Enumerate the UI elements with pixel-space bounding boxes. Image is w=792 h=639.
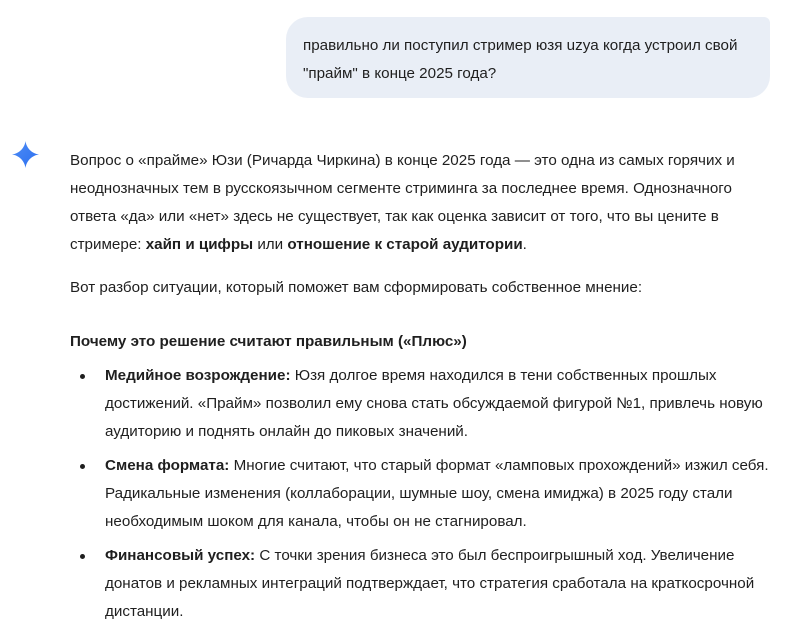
sparkle-icon [12, 141, 39, 168]
intro-text: Вопрос о «прайме» Юзи (Ричарда Чиркина) в конце 2025 года — это одна из самых горячих и неоднозначных тем в русскоязычном сегменте стриминга за последнее время. Однозначного ответа «да» или «нет» здесь не существует, так как оценка зависит от того, что вы цените в стримере: [70, 152, 735, 253]
list-item-title: Смена формата: [105, 457, 230, 474]
list-item [70, 362, 770, 446]
user-message-bubble [286, 17, 770, 98]
response-intro-paragraph [70, 147, 770, 259]
response-subintro: Вот разбор ситуации, который поможет вам сформировать собственное мнение: [70, 279, 643, 296]
intro-bold-audience: отношение к старой аудитории [287, 236, 523, 253]
intro-bold-hype: хайп и цифры [145, 236, 254, 253]
user-message-text: правильно ли поступил стример юзя uzya когда устроил свой "прайм" в конце 2025 года? [303, 37, 738, 82]
section-heading-pros: Почему это решение считают правильным («Плюс») [70, 333, 467, 350]
list-item-title: Медийное возрождение: [105, 367, 291, 384]
list-item-text: Многие считают, что старый формат «ламповых прохождений» изжил себя. Радикальные изменения (коллаборации, шумные шоу, смена имиджа) в 2025 году стали необходимым шоком для канала, чтобы он не стагнировал. [105, 457, 769, 530]
list-item-text: Юзя долгое время находился в тени собственных прошлых достижений. «Прайм» позволил ему снова стать обсуждаемой фигурой №1, привлечь новую аудиторию и поднять онлайн до пиковых значений. [105, 367, 763, 440]
intro-text-end: . [522, 236, 527, 253]
assistant-response [70, 147, 770, 632]
list-item-text: С точки зрения бизнеса это был беспроигрышный ход. Увеличение донатов и рекламных интеграций подтверждает, что стратегия сработала на краткосрочной дистанции. [105, 547, 755, 620]
list-item-title: Финансовый успех: [105, 547, 256, 564]
intro-text-middle: или [253, 236, 288, 253]
pros-list [70, 362, 770, 626]
list-item [70, 542, 770, 626]
list-item [70, 452, 770, 536]
